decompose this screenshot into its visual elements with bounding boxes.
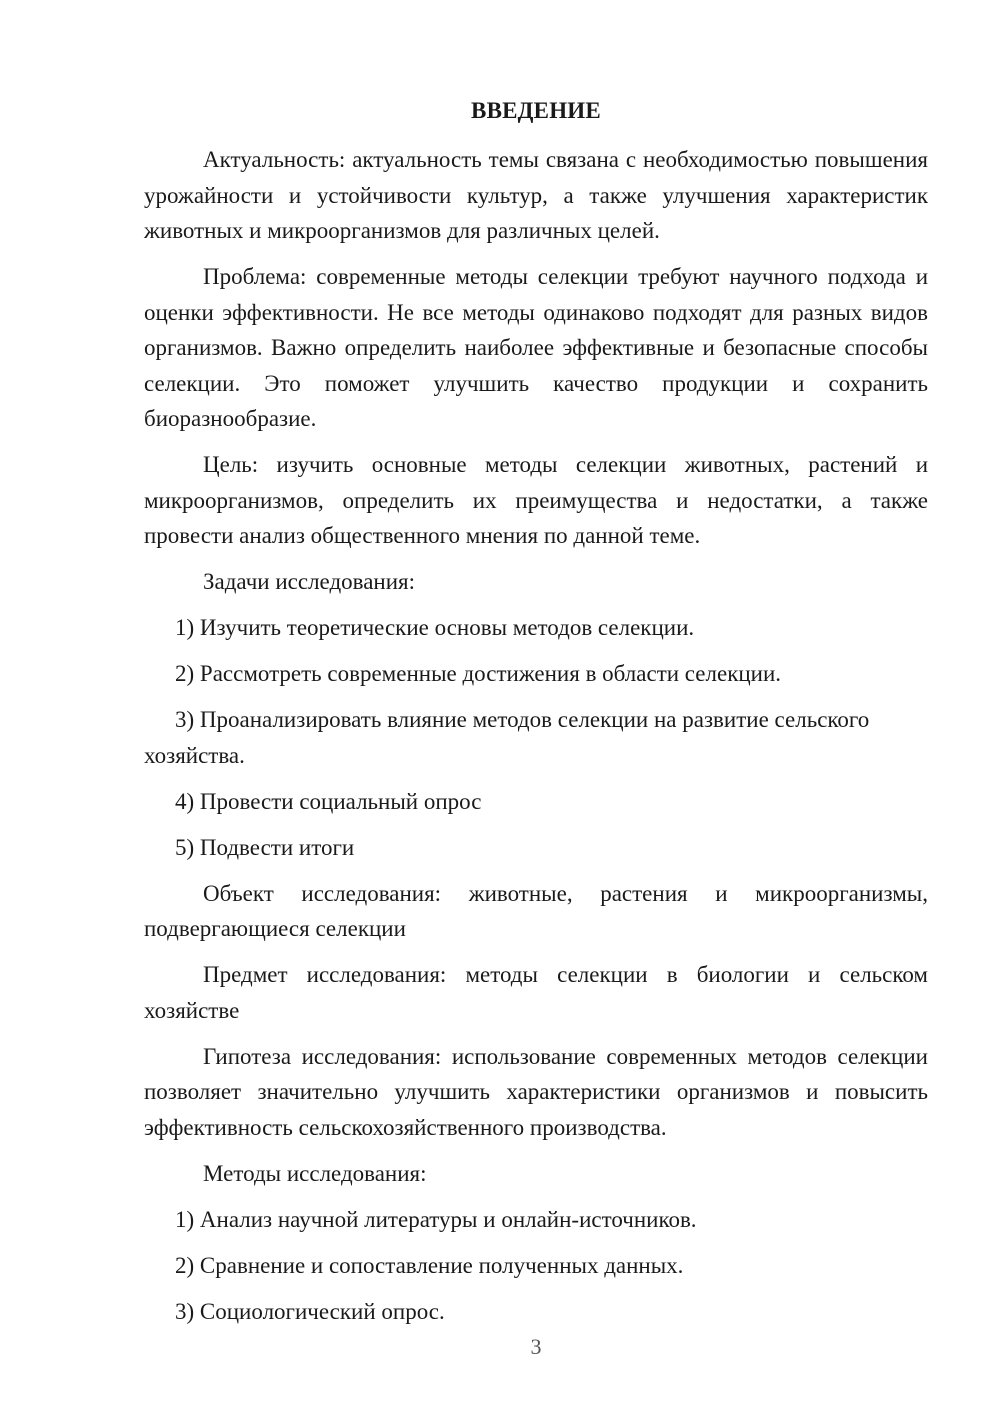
object-paragraph: Объект исследования: животные, растения и микроорганизмы, подвергающиеся селекции xyxy=(144,880,928,941)
task-item: 3) Проанализировать влияние методов селекции на развитие сельского хозяйства. xyxy=(144,707,870,768)
task-item: 1) Изучить теоретические основы методов селекции. xyxy=(175,615,695,640)
problem-paragraph: Проблема: современные методы селекции требуют научного подхода и оценки эффективности. Не все методы одинаково подходят для разных видов организмов. Важно определить наиболее эффективные и безопасные способы селекции. Это поможет улучшить качество продукции и сохранить биоразнообразие. xyxy=(144,264,928,431)
relevance-paragraph: Актуальность: актуальность темы связана с необходимостью повышения урожайности и устойчивости культур, а также улучшения характеристик животных и микроорганизмов для различных целей. xyxy=(144,147,928,243)
subject-paragraph: Предмет исследования: методы селекции в биологии и сельском хозяйстве xyxy=(144,962,928,1023)
goal-paragraph: Цель: изучить основные методы селекции животных, растений и микроорганизмов, определить их преимущества и недостатки, а также провести анализ общественного мнения по данной теме. xyxy=(144,452,928,548)
method-item: 1) Анализ научной литературы и онлайн-источников. xyxy=(175,1206,697,1232)
tasks-heading: Задачи исследования: xyxy=(203,569,416,594)
body-text xyxy=(144,142,928,1340)
page-title: ВВЕДЕНИЕ xyxy=(471,98,601,123)
task-item: 2) Рассмотреть современные достижения в области селекции. xyxy=(175,661,782,686)
method-item: 2) Сравнение и сопоставление полученных данных. xyxy=(175,1252,684,1278)
task-item: 4) Провести социальный опрос xyxy=(175,788,482,814)
task-item: 5) Подвести итоги xyxy=(175,834,355,860)
methods-heading: Методы исследования: xyxy=(203,1160,427,1186)
page-number: 3 xyxy=(530,1334,542,1359)
method-item: 3) Социологический опрос. xyxy=(175,1298,445,1324)
hypothesis-paragraph: Гипотеза исследования: использование современных методов селекции позволяет значительно улучшить характеристики организмов и повысить эффективность сельскохозяйственного производства. xyxy=(144,1043,928,1140)
